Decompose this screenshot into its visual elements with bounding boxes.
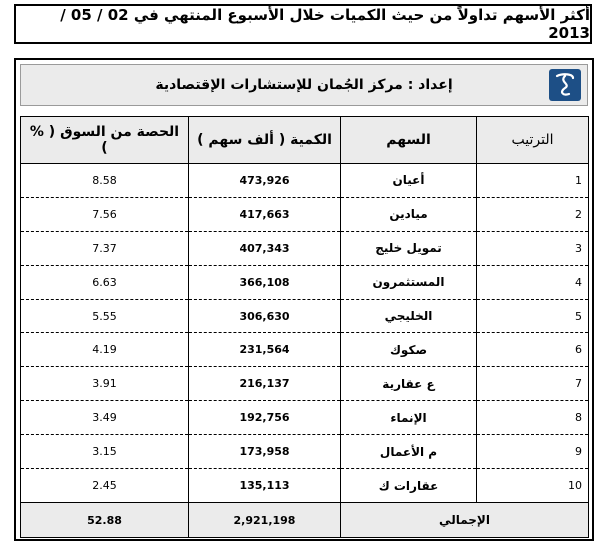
cell-quantity: 173,958 xyxy=(189,435,341,469)
table-row xyxy=(21,333,589,367)
cell-share: 3.91 xyxy=(21,367,189,401)
table-row xyxy=(21,469,589,503)
cell-quantity: 417,663 xyxy=(189,197,341,231)
prepared-by-bar xyxy=(20,64,588,106)
table-header-row xyxy=(21,117,589,164)
cell-stock: م الأعمال xyxy=(341,435,477,469)
cell-share: 4.19 xyxy=(21,333,189,367)
cell-rank: 3 xyxy=(477,231,589,265)
total-row xyxy=(21,503,589,538)
cell-share: 7.56 xyxy=(21,197,189,231)
stocks-table xyxy=(20,116,589,538)
cell-rank: 9 xyxy=(477,435,589,469)
cell-rank: 10 xyxy=(477,469,589,503)
col-header-rank: الترتيب xyxy=(477,117,589,164)
col-header-share: الحصة من السوق ( % ) xyxy=(21,117,189,164)
cell-stock: تمويل خليج xyxy=(341,231,477,265)
cell-quantity: 231,564 xyxy=(189,333,341,367)
report-title: أكثر الأسهم تداولاً من حيث الكميات خلال الأسبوع المنتهي في 02 / 05 / 2013 xyxy=(14,4,592,44)
cell-stock: ع عقارية xyxy=(341,367,477,401)
cell-rank: 2 xyxy=(477,197,589,231)
cell-rank: 4 xyxy=(477,265,589,299)
table-row xyxy=(21,401,589,435)
table-row xyxy=(21,435,589,469)
cell-stock: المستثمرون xyxy=(341,265,477,299)
cell-share: 6.63 xyxy=(21,265,189,299)
cell-stock: عقارات ك xyxy=(341,469,477,503)
cell-stock: ميادين xyxy=(341,197,477,231)
table-row xyxy=(21,367,589,401)
cell-quantity: 216,137 xyxy=(189,367,341,401)
cell-share: 5.55 xyxy=(21,299,189,333)
cell-rank: 7 xyxy=(477,367,589,401)
cell-share: 3.49 xyxy=(21,401,189,435)
table-row xyxy=(21,231,589,265)
cell-quantity: 366,108 xyxy=(189,265,341,299)
cell-share: 8.58 xyxy=(21,164,189,198)
total-label: الإجمالي xyxy=(341,503,589,538)
cell-rank: 5 xyxy=(477,299,589,333)
cell-share: 7.37 xyxy=(21,231,189,265)
col-header-quantity: الكمية ( ألف سهم ) xyxy=(189,117,341,164)
cell-share: 3.15 xyxy=(21,435,189,469)
cell-quantity: 135,113 xyxy=(189,469,341,503)
total-quantity: 2,921,198 xyxy=(189,503,341,538)
aljuman-logo-icon xyxy=(549,69,581,101)
cell-share: 2.45 xyxy=(21,469,189,503)
cell-rank: 8 xyxy=(477,401,589,435)
table-row xyxy=(21,197,589,231)
cell-stock: صكوك xyxy=(341,333,477,367)
table-row xyxy=(21,164,589,198)
col-header-stock: السهم xyxy=(341,117,477,164)
cell-rank: 1 xyxy=(477,164,589,198)
table-row xyxy=(21,265,589,299)
cell-quantity: 407,343 xyxy=(189,231,341,265)
total-share: 52.88 xyxy=(21,503,189,538)
report-frame xyxy=(14,58,594,541)
cell-stock: أعيان xyxy=(341,164,477,198)
cell-stock: الخليجي xyxy=(341,299,477,333)
cell-stock: الإنماء xyxy=(341,401,477,435)
prepared-by-text: إعداد : مركز الجُمان للإستشارات الإقتصادية xyxy=(155,77,453,93)
table-row xyxy=(21,299,589,333)
cell-quantity: 306,630 xyxy=(189,299,341,333)
cell-quantity: 473,926 xyxy=(189,164,341,198)
cell-rank: 6 xyxy=(477,333,589,367)
cell-quantity: 192,756 xyxy=(189,401,341,435)
